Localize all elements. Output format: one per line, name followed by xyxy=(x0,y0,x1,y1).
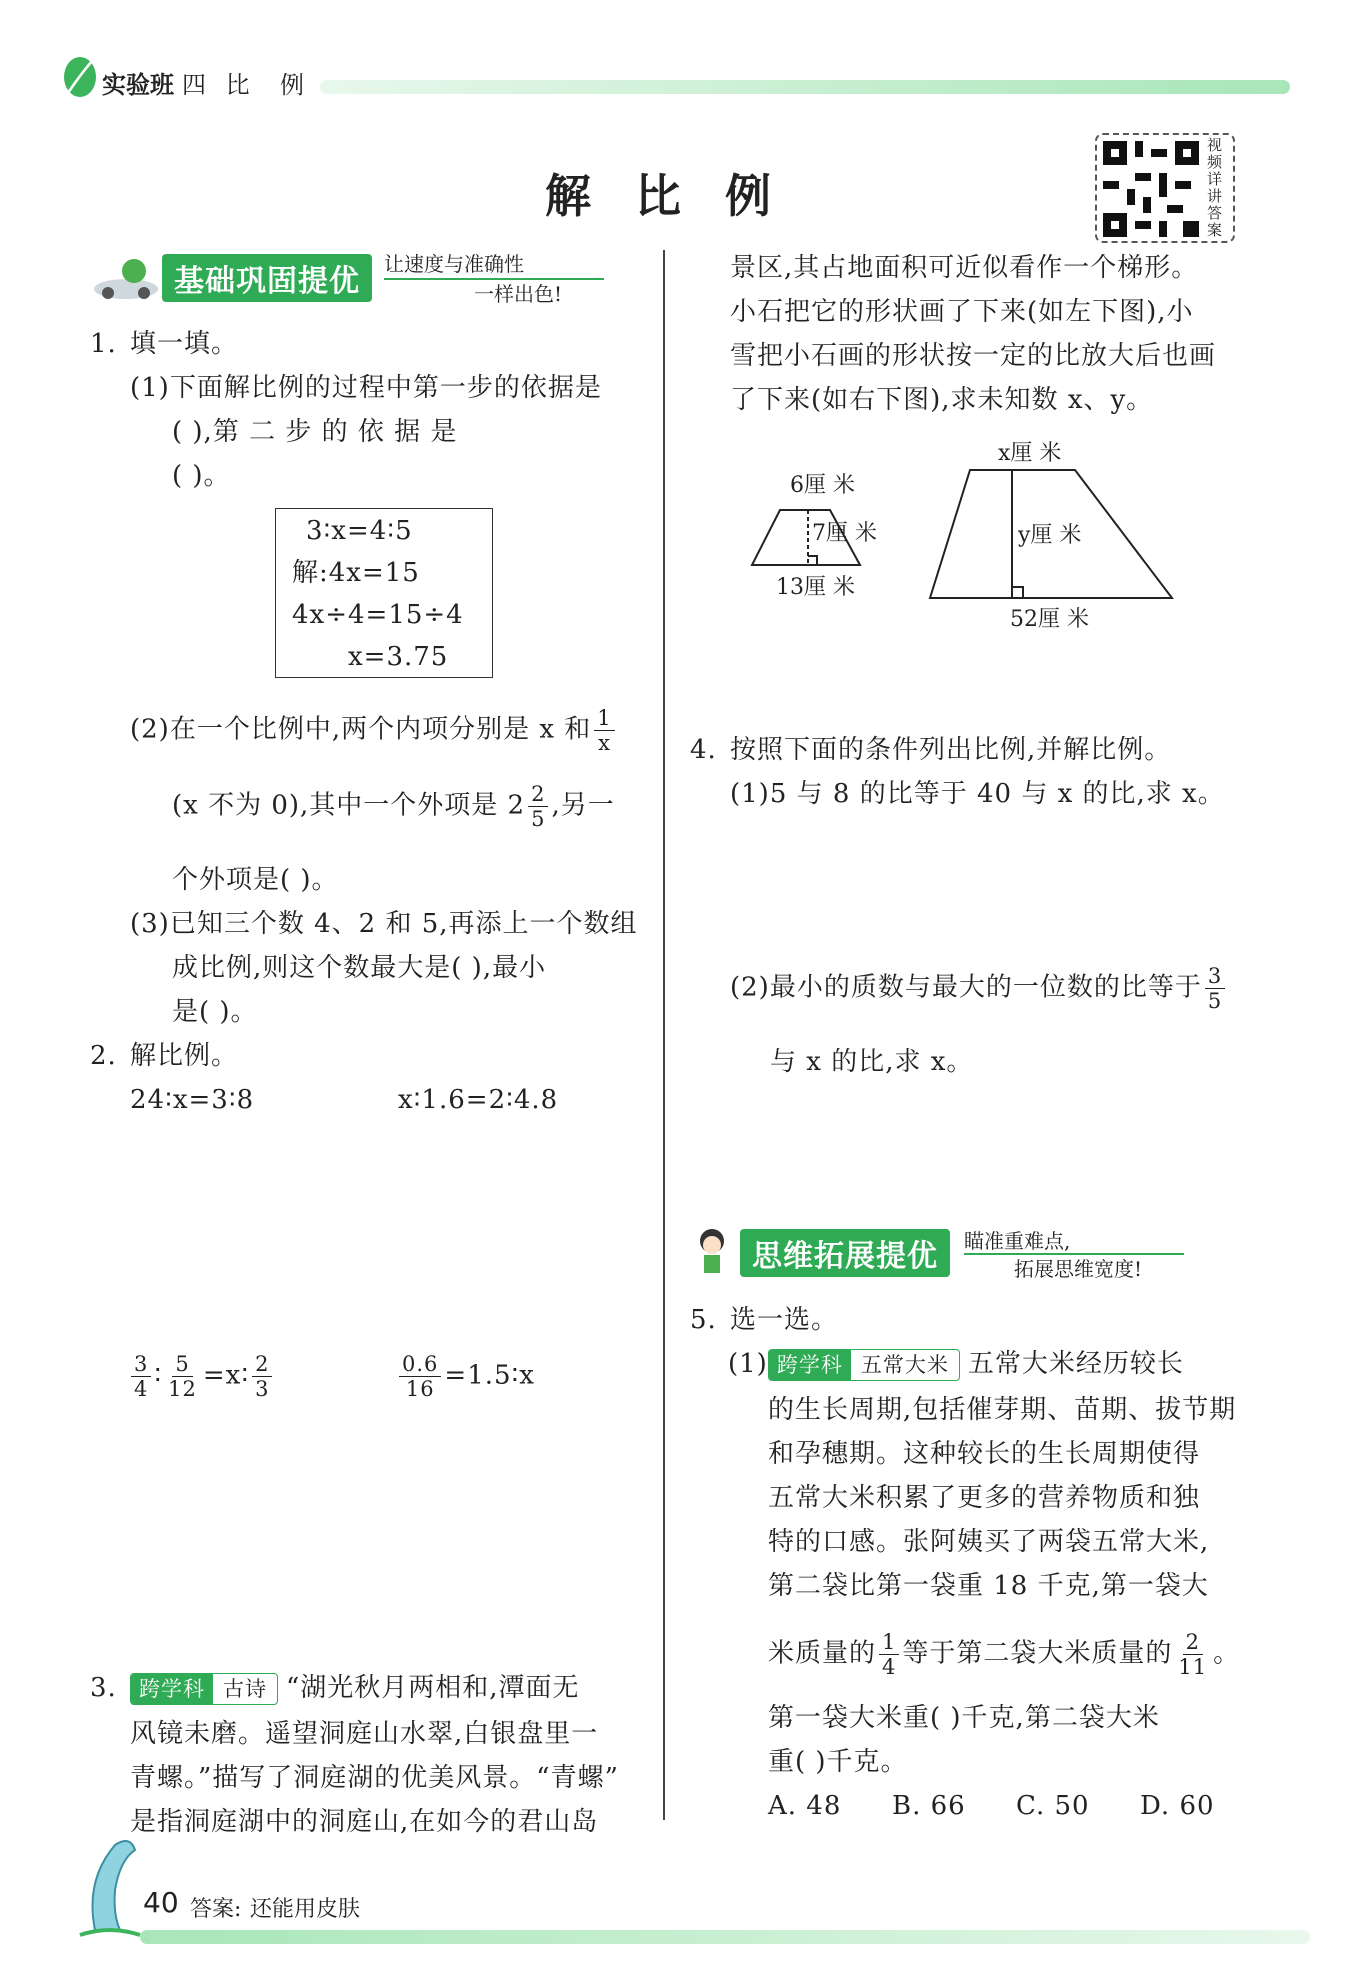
q5-part-label: (1) xyxy=(728,1349,768,1379)
q3-line-2: 风镜未磨。遥望洞庭山水翠,白银盘里一 xyxy=(130,1719,599,1749)
q5-option-a[interactable]: A. 48 xyxy=(768,1791,842,1821)
q1-part2-fraction xyxy=(594,706,614,755)
q1-part2-text-2a: (x 不为 0),其中一个外项是 2 xyxy=(172,790,526,821)
qr-code[interactable] xyxy=(1095,133,1235,243)
section-extend-banner xyxy=(690,1225,1174,1281)
q3-line-3: 青螺。”描写了洞庭湖的优美风景。“青螺” xyxy=(130,1763,619,1793)
eq4-fraction xyxy=(399,1352,441,1401)
q1-part3-line2: 成比例,则这个数最大是( ),最小 xyxy=(172,953,547,983)
q4-part1: (1)5 与 8 的比等于 40 与 x 的比,求 x。 xyxy=(730,779,1225,809)
q4-stem: 按照下面的条件列出比例,并解比例。 xyxy=(730,735,1172,765)
q1-part3-line1: (3)已知三个数 4、2 和 5,再添上一个数组 xyxy=(130,909,638,939)
slogan-line-2: 一样出色! xyxy=(474,282,563,306)
q4-part2-line1 xyxy=(730,964,1228,1013)
q4-part2-fraction xyxy=(1205,964,1225,1013)
eq3-fraction-2 xyxy=(165,1352,200,1401)
frac-num: 0.6 xyxy=(399,1352,441,1377)
frac-num: 5 xyxy=(172,1352,192,1377)
header-brand: 实验班 xyxy=(102,71,174,99)
box-line-2: 解:4x=15 xyxy=(292,558,420,588)
small-top-label: 6厘 米 xyxy=(790,473,855,498)
q5-text-7c: 。 xyxy=(1213,1638,1241,1669)
frac-den: 4 xyxy=(882,1655,897,1679)
q2-equation-4 xyxy=(396,1352,535,1401)
q4-number: 4. xyxy=(690,735,717,765)
header-unit-2: 例 xyxy=(280,71,304,99)
slogan-line-2: 拓展思维宽度! xyxy=(1014,1257,1143,1281)
frac-den: 3 xyxy=(255,1377,270,1401)
frac-num: 1 xyxy=(879,1630,899,1655)
slogan-underline xyxy=(384,278,604,280)
section-extend-slogan xyxy=(964,1225,1174,1281)
q2-equation-3: $\frac{3}{4}$ ∶ $\frac{5}{12}$ =x∶ $\frac{2}{3}$ xyxy=(128,1352,275,1401)
header-bar xyxy=(60,55,1290,115)
slogan-underline xyxy=(964,1253,1184,1255)
q3-number: 3. xyxy=(90,1673,117,1703)
answer-text: 还能用皮肤 xyxy=(250,1897,361,1922)
eq3-fraction-3 xyxy=(252,1352,272,1401)
q3-cont-3: 雪把小石画的形状按一定的比放大后也画 xyxy=(730,341,1217,371)
section-basic-slogan xyxy=(384,250,584,306)
q5-text-7a: 米质量的 xyxy=(768,1638,877,1669)
box-line-1: 3∶x=4∶5 xyxy=(306,516,413,546)
q5-line-5: 特的口感。张阿姨买了两袋五常大米, xyxy=(768,1527,1210,1557)
dolphin-icon xyxy=(75,1830,145,1940)
slogan-line-1: 瞄准重难点, xyxy=(964,1229,1071,1253)
frac-num: 2 xyxy=(1183,1630,1203,1655)
section-basic-title: 基础巩固提优 xyxy=(162,254,372,302)
eq4-rest: =1.5∶x xyxy=(444,1360,535,1391)
trapezoid-figures xyxy=(740,430,1200,650)
column-divider xyxy=(663,250,665,1820)
q1-part2-text: (2)在一个比例中,两个内项分别是 x 和 xyxy=(130,714,592,745)
q5-option-d[interactable]: D. 60 xyxy=(1140,1791,1215,1821)
tag-topic: 古诗 xyxy=(223,1677,267,1701)
q3-cont-1: 景区,其占地面积可近似看作一个梯形。 xyxy=(730,253,1199,283)
frac-num: 2 xyxy=(528,782,548,807)
q1-part2-line2 xyxy=(172,782,615,831)
q1-number: 1. xyxy=(90,329,117,359)
q5-text-1: 五常大米经历较长 xyxy=(967,1349,1184,1379)
q1-part2-line3: 个外项是( )。 xyxy=(172,865,339,895)
q5-fraction-2 xyxy=(1175,1630,1210,1679)
small-bottom-label: 13厘 米 xyxy=(776,575,855,600)
frac-num: 3 xyxy=(131,1352,151,1377)
frac-den: 11 xyxy=(1178,1655,1208,1679)
q5-line-2: 的生长周期,包括催芽期、苗期、拔节期 xyxy=(768,1395,1237,1425)
q5-number: 5. xyxy=(690,1305,717,1335)
q5-line-3: 和孕穗期。这种较长的生长周期使得 xyxy=(768,1439,1201,1469)
eq3-middle: =x∶ xyxy=(202,1360,250,1391)
q5-line-1 xyxy=(728,1342,1184,1386)
frac-den: 5 xyxy=(1207,989,1223,1013)
box-line-3: 4x÷4=15÷4 xyxy=(292,600,464,630)
leaf-logo-icon xyxy=(60,55,100,100)
q3-cont-4: 了下来(如右下图),求未知数 x、y。 xyxy=(730,385,1154,415)
q5-line-9: 重( )千克。 xyxy=(768,1747,908,1777)
frac-num: 2 xyxy=(252,1352,272,1377)
q2-equation-2: x∶1.6=2∶4.8 xyxy=(398,1085,559,1115)
page-title: 解 比 例 xyxy=(545,169,786,223)
q1-stem: 填一填。 xyxy=(130,329,239,359)
tag-cross-subject: 跨学科 xyxy=(131,1674,213,1704)
frac-num: 3 xyxy=(1205,964,1225,989)
q5-option-c[interactable]: C. 50 xyxy=(1016,1791,1090,1821)
tag-cross-subject: 跨学科 xyxy=(769,1350,851,1380)
q2-equation-1: 24∶x=3∶8 xyxy=(130,1085,255,1115)
q5-option-b[interactable]: B. 66 xyxy=(892,1791,966,1821)
q3-line-4: 是指洞庭湖中的洞庭山,在如今的君山岛 xyxy=(130,1807,599,1837)
footer-stripe xyxy=(140,1930,1310,1944)
q5-line-6: 第二袋比第一袋重 18 千克,第一袋大 xyxy=(768,1571,1209,1601)
q2-stem: 解比例。 xyxy=(130,1041,239,1071)
q4-part2-line2: 与 x 的比,求 x。 xyxy=(770,1047,974,1077)
frac-num: 1 xyxy=(594,706,614,731)
large-bottom-label: 52厘 米 xyxy=(1010,607,1089,632)
qr-label: 视频详讲答案 xyxy=(1207,136,1223,239)
header-unit: 四 比 xyxy=(182,71,256,99)
footer-bar xyxy=(60,1830,1310,1950)
q1-part1-line2: ( ),第 二 步 的 依 据 是 xyxy=(172,417,458,447)
answer-label: 答案: xyxy=(190,1897,242,1922)
q5-line-7 xyxy=(768,1630,1240,1679)
small-height-label: 7厘 米 xyxy=(812,521,877,546)
frac-den: 5 xyxy=(531,807,546,831)
girl-mascot-icon xyxy=(690,1225,740,1281)
q3-line-1 xyxy=(130,1666,580,1710)
large-height-label: y厘 米 xyxy=(1018,523,1082,548)
large-top-label: x厘 米 xyxy=(998,441,1062,466)
q3-text-1: “湖光秋月两相和,潭面无 xyxy=(286,1673,580,1703)
tag-topic: 五常大米 xyxy=(860,1353,949,1377)
q5-line-8: 第一袋大米重( )千克,第二袋大米 xyxy=(768,1703,1160,1733)
q5-fraction-1 xyxy=(879,1630,899,1679)
box-line-4: x=3.75 xyxy=(348,642,449,672)
eq3-fraction-1 xyxy=(131,1352,151,1401)
q3-subject-tag xyxy=(130,1673,278,1705)
page-number: 40 xyxy=(143,1886,179,1919)
q1-part3-line3: 是( )。 xyxy=(172,997,258,1027)
q1-part2-mixed-fraction xyxy=(528,782,548,831)
q2-number: 2. xyxy=(90,1041,117,1071)
q5-text-7b: 等于第二袋大米质量的 xyxy=(902,1638,1173,1669)
car-mascot-icon xyxy=(90,253,162,303)
frac-den: x xyxy=(598,731,611,755)
frac-den: 12 xyxy=(168,1377,197,1401)
q3-cont-2: 小石把它的形状画了下来(如左下图),小 xyxy=(730,297,1194,327)
q1-part2-line1 xyxy=(130,706,618,755)
section-extend-title: 思维拓展提优 xyxy=(740,1229,950,1277)
header-stripe xyxy=(320,80,1290,94)
q5-line-4: 五常大米积累了更多的营养物质和独 xyxy=(768,1483,1201,1513)
q1-part1-line1: (1)下面解比例的过程中第一步的依据是 xyxy=(130,373,602,403)
q1-part2-text-2b: ,另一 xyxy=(551,790,615,821)
q4-part2-text: (2)最小的质数与最大的一位数的比等于 xyxy=(730,972,1202,1003)
q1-solution-box xyxy=(275,508,493,678)
q1-part1-line3: ( )。 xyxy=(172,461,231,491)
section-basic-banner xyxy=(90,250,584,306)
slogan-line-1: 让速度与准确性 xyxy=(384,252,524,276)
qr-code-icon xyxy=(1103,141,1199,237)
frac-den: 4 xyxy=(134,1377,149,1401)
q5-subject-tag xyxy=(768,1349,960,1381)
q5-stem: 选一选。 xyxy=(730,1305,839,1335)
frac-den: 16 xyxy=(405,1377,435,1401)
